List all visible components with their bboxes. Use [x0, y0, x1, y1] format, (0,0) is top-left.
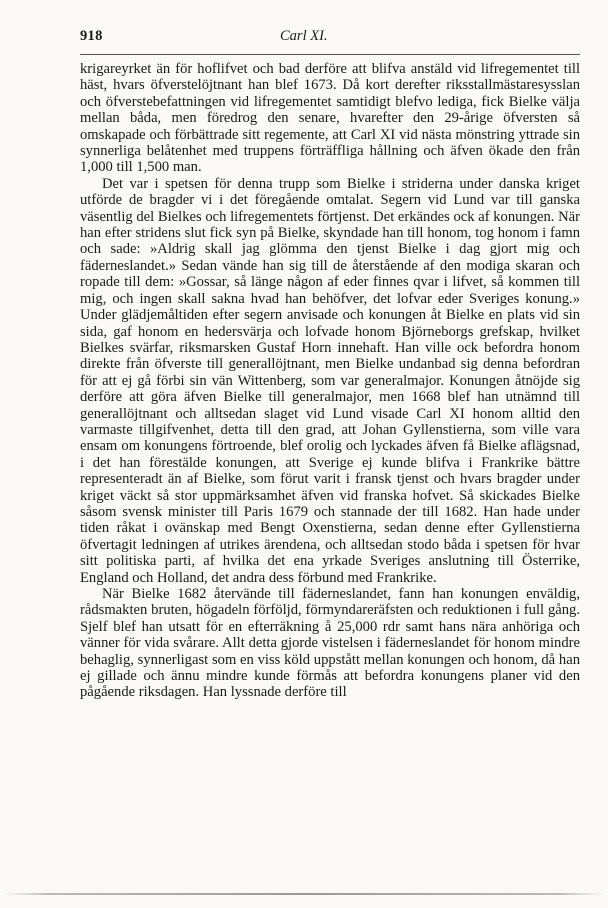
body-text [80, 61, 580, 701]
page-header [80, 28, 580, 50]
running-title: Carl XI. [280, 28, 328, 44]
paragraph-battle-of-lund: Det var i spetsen för denna trupp som Bielke i striderna under danska kriget utförde de bragder vi i det föregående omtalat. Segern vid Lund var till ganska väsentlig del Bielkes och lifregementets förtjenst. Det erkändes ock af konungen. När han efter stridens slut fick syn på Bielke, skyndade han till honom, tog honom i famn och sade: »Aldrig skall jag glömma den tjenst Bielke i dag gjort mig och fäderneslandet.» Sedan vände han sig till de återstående af den modiga skaran och ropade till dem: »Gossar, så länge någon af eder finnes qvar i lifvet, så kommen till mig, och ingen skall sakna hvad han behöfver, det lofvar eder Sveriges konung.» Under glädjemåltiden efter segern anvisade och konungen åt Bielke en plats vid sin sida, gaf honom en hedersvärja och lofvade honom Björneborgs grefskap, hvilket Bielkes svärfar, riksmarsken Gustaf Horn innehaft. Han ville ock befordra honom direkte från öfverste till generallöjtnant, men Bielke undanbad sig denna befordran för att ej gå förbi sin vän Wittenberg, som var generalmajor. Konungen åtnöjde sig derföre att göra äfven Bielke till generalmajor, men 1668 blef han utnämnd till generallöjtnant och alltsedan slaget vid Lund visade Carl XI honom alltid den varmaste tillgifvenhet, detta till den grad, att Johan Gyllenstierna, som ville vara ensam om konungens förtroende, blef orolig och lyckades äfven få Bielke aflägsnad, i det han förestälde konungen, att Sverige ej kunde blifva i Frankrike bättre representeradt än af Bielke, som förut varit i fransk tjenst och hvars bragder under kriget väckt så stor uppmärksamhet äfven vid franska hofvet. Så skickades Bielke såsom svensk minister till Paris 1679 och stannade der till 1682. Han hade under tiden råkat i ovänskap med Bengt Oxenstierna, sedan denne efter Gyllenstierna öfvertagit ledningen af utrikes ärendena, och alltsedan stodo båda i spetsen för hvar sitt politiska parti, af hvilka det ena yrkade Sveriges anslutning till Österrike, England och Holland, det andra dess förbund med Frankrike. [80, 175, 580, 586]
paragraph-continuation: krigareyrket än för hoflifvet och bad derföre att blifva anstäld vid lifregementet till häst, hvars öfverstelöjtnant han blef 1673. Då kort derefter riksstallmästaresysslan och öfverstebefattningen vid lifregementet samtidigt blefvo lediga, fick Bielke välja mellan båda, men föredrog den senare, hvarefter den 29-årige öfversten så omskapade och förbättrade sitt regemente, att Carl XI vid nästa mönstring yttrade sin synnerliga belåtenhet med truppens förträffliga hållning och äfven ökade den från 1,000 till 1,500 man. [80, 61, 580, 176]
page-bottom-edge [0, 893, 608, 895]
page-number: 918 [80, 28, 103, 44]
paragraph-return-1682: När Bielke 1682 återvände till fäderneslandet, fann han konungen enväldig, rådsmakten bruten, högadeln förföljd, förmyndareräfsten och reduktionen i full gång. Sjelf blef han utsatt för en efterräkning å 25,000 rdr samt hans nära anhöriga och vänner för vida svårare. Allt detta gjorde vistelsen i fäderneslandet för honom mindre behaglig, synnerligast som en viss köld uppstått mellan konungen och honom, då han ej gillade och ännu mindre kunde förmås att befordra konungens planer vid den pågående riksdagen. Han lyssnade derföre till [80, 586, 580, 701]
header-rule [80, 54, 580, 55]
